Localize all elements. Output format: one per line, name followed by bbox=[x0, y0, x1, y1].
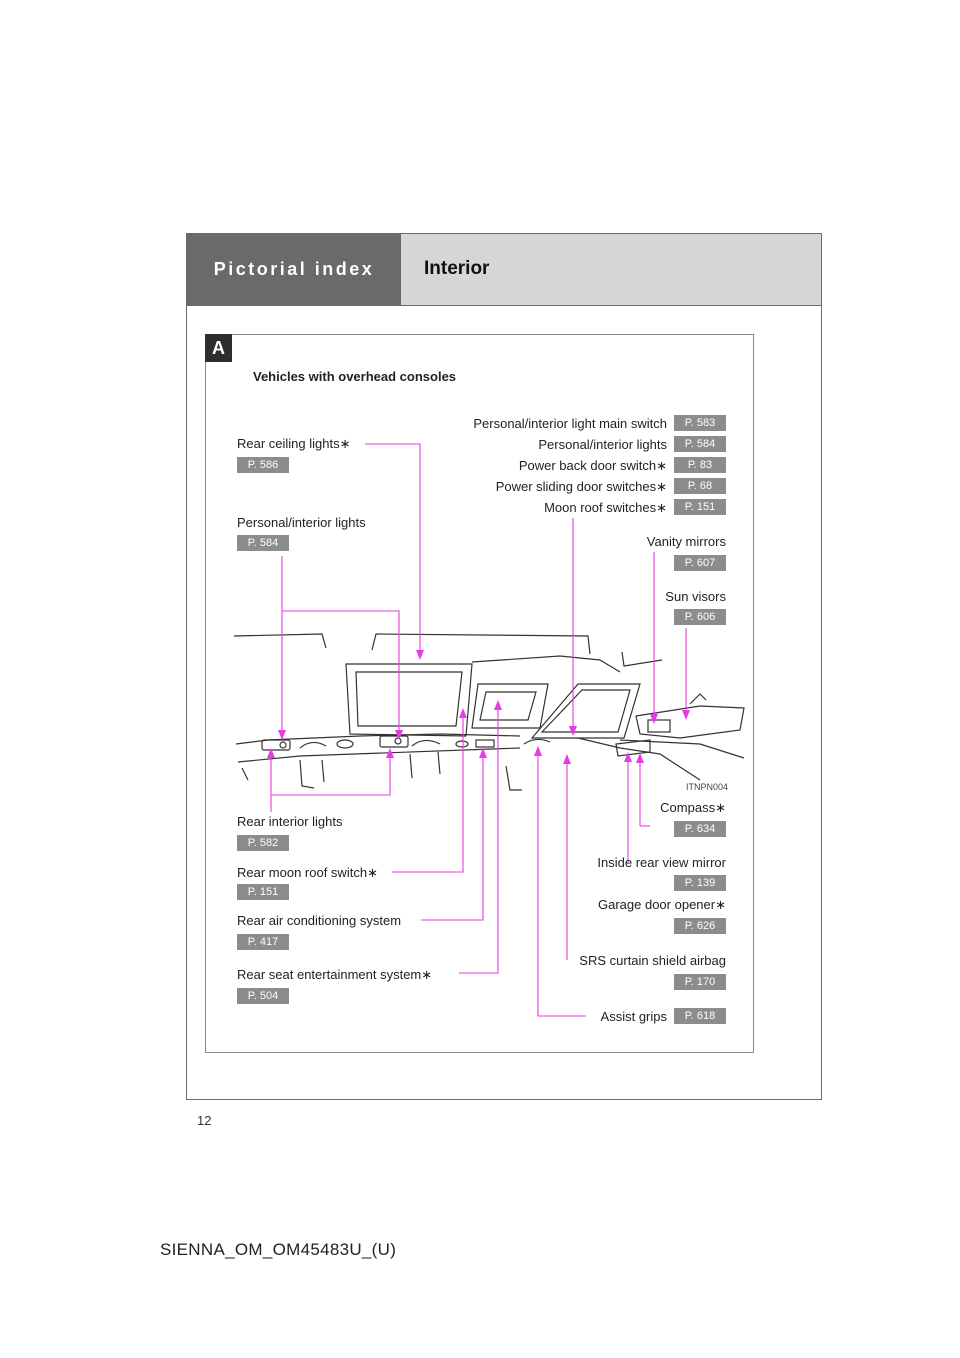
ceiling-drawing bbox=[234, 634, 744, 790]
personal-lights-left-label: Personal/interior lights bbox=[237, 515, 366, 530]
power-back-door-label: Power back door switch∗ bbox=[518, 458, 667, 473]
page-number: 12 bbox=[197, 1113, 212, 1128]
rear-air-conditioning-page: P. 417 bbox=[237, 934, 289, 950]
rear-air-conditioning-label: Rear air conditioning system bbox=[237, 913, 402, 928]
garage-door-opener-label: Garage door opener∗ bbox=[598, 897, 726, 912]
rear-seat-entertainment-page: P. 504 bbox=[237, 988, 289, 1004]
inside-rear-view-mirror-label: Inside rear view mirror bbox=[597, 855, 726, 870]
compass-page: P. 634 bbox=[674, 821, 726, 837]
power-sliding-door-label: Power sliding door switches∗ bbox=[495, 479, 667, 494]
vanity-mirrors-label: Vanity mirrors bbox=[646, 534, 726, 549]
section-subtitle: Vehicles with overhead consoles bbox=[253, 369, 457, 384]
compass-label: Compass∗ bbox=[660, 800, 726, 815]
inside-rear-view-mirror-page: P. 139 bbox=[674, 875, 726, 891]
rear-ceiling-lights-page: P. 586 bbox=[237, 457, 289, 473]
personal-lights-left-page: P. 584 bbox=[237, 535, 289, 551]
moon-roof-switches-page: P. 151 bbox=[674, 499, 726, 515]
rear-moon-roof-switch-label: Rear moon roof switch∗ bbox=[237, 865, 378, 880]
sun-visors-page: P. 606 bbox=[674, 609, 726, 625]
power-back-door-page: P. 83 bbox=[674, 457, 726, 473]
srs-curtain-shield-airbag-label: SRS curtain shield airbag bbox=[579, 953, 726, 968]
power-sliding-door-page: P. 68 bbox=[674, 478, 726, 494]
vanity-mirrors-page: P. 607 bbox=[674, 555, 726, 571]
illustration-code: ITNPN004 bbox=[686, 782, 729, 792]
section-header: Pictorial index bbox=[213, 259, 375, 279]
document-footer: SIENNA_OM_OM45483U_(U) bbox=[160, 1240, 397, 1259]
rear-interior-lights-label: Rear interior lights bbox=[237, 814, 343, 829]
rear-interior-lights-page: P. 582 bbox=[237, 835, 289, 851]
main-switch-label: Personal/interior light main switch bbox=[473, 416, 667, 431]
rear-seat-entertainment-label: Rear seat entertainment system∗ bbox=[237, 967, 433, 982]
main-switch-page: P. 583 bbox=[674, 415, 726, 431]
srs-curtain-shield-airbag-page: P. 170 bbox=[674, 974, 726, 990]
assist-grips-page: P. 618 bbox=[674, 1008, 726, 1024]
rear-ceiling-lights-label: Rear ceiling lights∗ bbox=[237, 436, 351, 451]
rear-moon-roof-switch-page: P. 151 bbox=[237, 884, 289, 900]
sun-visors-label: Sun visors bbox=[665, 589, 726, 604]
page-title: Interior bbox=[424, 258, 490, 279]
section-badge: A bbox=[205, 334, 232, 362]
garage-door-opener-page: P. 626 bbox=[674, 918, 726, 934]
assist-grips-label: Assist grips bbox=[600, 1009, 667, 1024]
personal-lights-right-label: Personal/interior lights bbox=[538, 437, 667, 452]
moon-roof-switches-label: Moon roof switches∗ bbox=[544, 500, 667, 515]
personal-lights-right-page: P. 584 bbox=[674, 436, 726, 452]
